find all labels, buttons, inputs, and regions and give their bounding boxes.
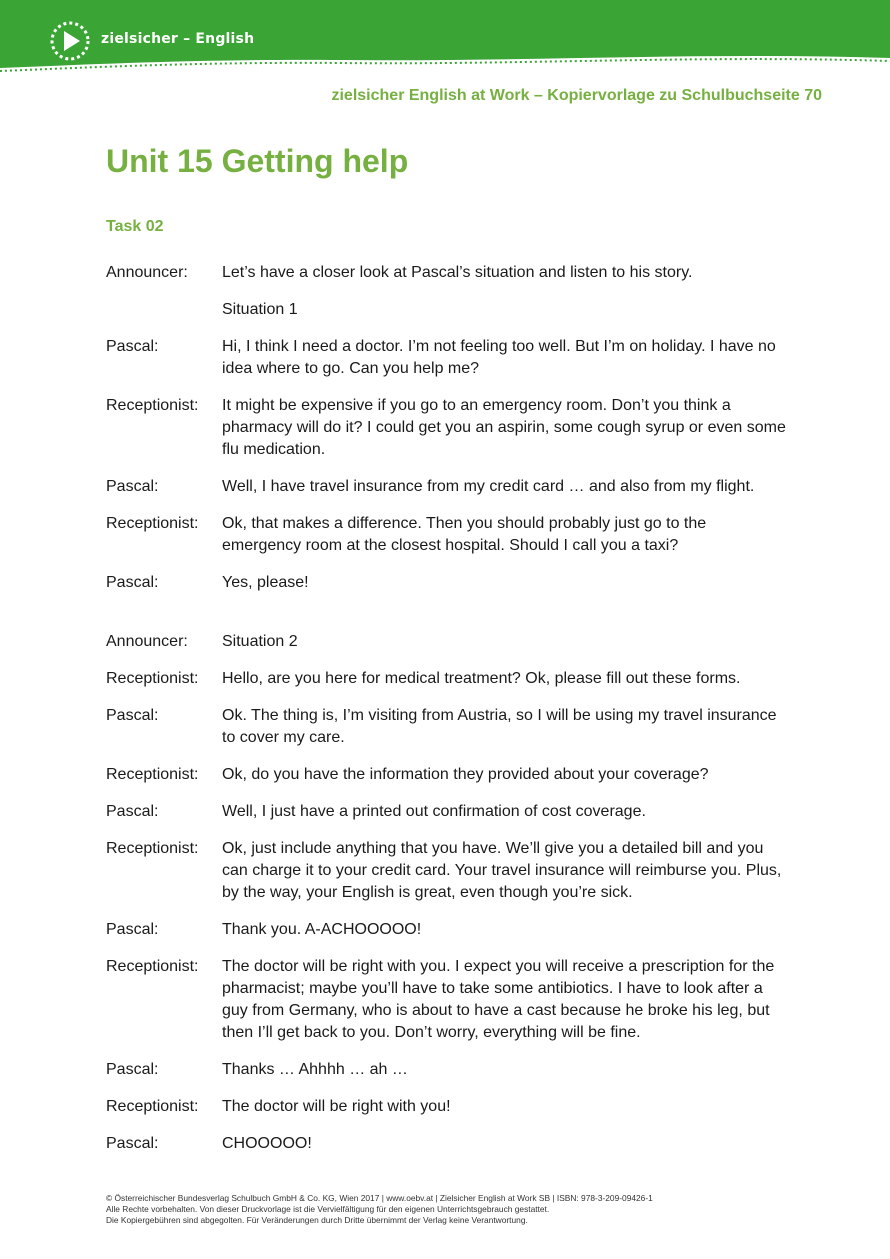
speaker-label: Receptionist: [106, 840, 199, 857]
task-label: Task 02 [106, 218, 164, 235]
dialogue-text: Situation 1 [222, 301, 298, 318]
dialogue-line [106, 705, 786, 749]
dialogue-text: Well, I just have a printed out confirmation of cost coverage. [222, 803, 646, 820]
speaker-label [106, 299, 222, 321]
dialogue-line [106, 764, 786, 786]
speaker-label: Announcer: [106, 633, 188, 650]
speaker-label: Pascal: [106, 1061, 159, 1078]
speaker-label: Pascal: [106, 803, 159, 820]
speaker-label: Pascal: [106, 921, 159, 938]
dialogue-line [106, 1096, 786, 1118]
speaker-label: Receptionist: [106, 670, 199, 687]
speaker-label: Pascal: [106, 574, 159, 591]
dialogue-line [106, 1133, 786, 1155]
dialogue-line [106, 801, 786, 823]
brand-name: zielsicher – English [101, 31, 255, 47]
dialogue-line [106, 919, 786, 941]
footer-line: © Österreichischer Bundesverlag Schulbuch GmbH & Co. KG, Wien 2017 | www.oebv.at | Zielsicher English at Work SB | ISBN: 978-3-209-09426-1 [106, 1193, 653, 1203]
dialogue-line [106, 299, 786, 321]
dialogue-line [106, 395, 786, 461]
dialogue-text: Ok. The thing is, I’m visiting from Austria, so I will be using my travel insurance to cover my care. [222, 707, 777, 746]
dialogue-text: Let’s have a closer look at Pascal’s situation and listen to his story. [222, 264, 693, 281]
speaker-label: Receptionist: [106, 1098, 199, 1115]
dialogue-text: Ok, just include anything that you have. We’ll give you a detailed bill and you can charge it to your credit card. Your travel insurance will reimburse you. Plus, by the way, your English is great, even though you’re sick. [222, 840, 782, 901]
speaker-label: Announcer: [106, 264, 188, 281]
page-title: Unit 15 Getting help [106, 143, 409, 179]
dialogue-text: Hi, I think I need a doctor. I’m not feeling too well. But I’m on holiday. I have no idea where to go. Can you help me? [222, 338, 776, 377]
dialogue-text: It might be expensive if you go to an emergency room. Don’t you think a pharmacy will do it? I could get you an aspirin, some cough syrup or even some flu medication. [222, 397, 786, 458]
dialogue-line [106, 668, 786, 690]
dialogue-text: The doctor will be right with you. I expect you will receive a prescription for the pharmacist; maybe you’ll have to take some antibiotics. I have to look after a guy from Germany, who is about to have a cast because he broke his leg, but then I’ll get back to you. Don’t worry, everything will be fine. [222, 958, 775, 1041]
dialogue-line [106, 838, 786, 904]
dialogue-line [106, 262, 786, 284]
dialogue-text: Yes, please! [222, 574, 309, 591]
dialogue-text: Well, I have travel insurance from my credit card … and also from my flight. [222, 478, 755, 495]
speaker-label: Pascal: [106, 1135, 159, 1152]
dialogue [106, 262, 786, 1170]
speaker-label: Pascal: [106, 478, 159, 495]
speaker-label: Pascal: [106, 338, 159, 355]
speaker-label: Receptionist: [106, 397, 199, 414]
dialogue-line [106, 513, 786, 557]
copyright-footer [106, 1193, 806, 1226]
dialogue-line [106, 476, 786, 498]
footer-line: Alle Rechte vorbehalten. Von dieser Druckvorlage ist die Vervielfältigung für den eigenen Unterrichtsgebrauch gestattet. [106, 1204, 550, 1214]
dialogue-line [106, 956, 786, 1044]
dialogue-text: Ok, do you have the information they provided about your coverage? [222, 766, 709, 783]
dialogue-text: Thank you. A-ACHOOOOO! [222, 921, 422, 938]
page-subtitle: zielsicher English at Work – Kopiervorlage zu Schulbuchseite 70 [331, 87, 822, 104]
speaker-label: Receptionist: [106, 766, 199, 783]
dialogue-line [106, 1059, 786, 1081]
dialogue-text: Hello, are you here for medical treatment? Ok, please fill out these forms. [222, 670, 741, 687]
dialogue-text: CHOOOOO! [222, 1135, 312, 1152]
speaker-label: Receptionist: [106, 958, 199, 975]
dialogue-line [106, 336, 786, 380]
dialogue-line [106, 572, 786, 594]
dialogue-line [106, 631, 786, 653]
dialogue-text: The doctor will be right with you! [222, 1098, 451, 1115]
dialogue-text: Situation 2 [222, 633, 298, 650]
dialogue-text: Thanks … Ahhhh … ah … [222, 1061, 408, 1078]
footer-line: Die Kopiergebühren sind abgegolten. Für Veränderungen durch Dritte übernimmt der Verlag keine Verantwortung. [106, 1215, 528, 1225]
speaker-label: Pascal: [106, 707, 159, 724]
dialogue-text: Ok, that makes a difference. Then you should probably just go to the emergency room at the closest hospital. Should I call you a taxi? [222, 515, 707, 554]
speaker-label: Receptionist: [106, 515, 199, 532]
